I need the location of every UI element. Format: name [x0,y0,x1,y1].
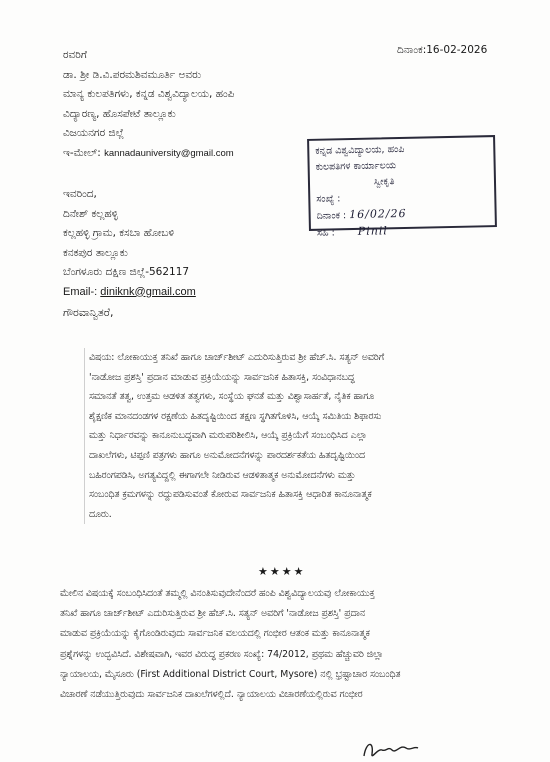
sender-block [63,185,196,302]
sender-email-line [63,283,196,303]
recipient-line: ವಿಜಯನಗರ ಜಿಲ್ಲೆ [63,127,125,139]
body-line: ನ್ಯಾಯಾಲಯ, ಮೈಸೂರು (First Additional District Court, Mysore) ನಲ್ಲಿ ಭ್ರಷ್ಟಾಚಾರ ಸಂಬಂಧಿತ [60,668,401,680]
sender-line: ಕಲ್ಲಹಳ್ಳಿ ಗ್ರಾಮ, ಕಸಬಾ ಹೋಬಳಿ [63,227,175,239]
stamp-line: ಸ್ವೀಕೃತಿ [373,176,395,188]
letter-date: ದಿನಾಂಕ:16-02-2026 [397,44,488,56]
subject-line: ವಿಷಯ: ಲೋಕಾಯುಕ್ತ ತನಿಖೆ ಹಾಗೂ ಚಾರ್ಜ್‌ಶೀಟ್ ಎದುರಿಸುತ್ತಿರುವ ಶ್ರೀ ಹೆಚ್.ಸಿ. ಸತ್ಯನ್ ಅವರಿಗೆ [89,352,385,363]
stamp-date-value: 16/02/26 [349,206,407,222]
stamp-date-label: ದಿನಾಂಕ : [316,210,347,222]
recipient-heading: ರವರಿಗೆ [63,49,87,61]
stamp-sign-row [317,221,495,242]
stamp-number-label: ಸಂಖ್ಯೆ : [316,193,341,205]
body-line: ತನಿಖೆ ಹಾಗೂ ಚಾರ್ಜ್‌ಶೀಟ್ ಎದುರಿಸುತ್ತಿರುವ ಶ್ರೀ ಹೆಚ್.ಸಿ. ಸತ್ಯನ್ ಅವರಿಗೆ 'ನಾಡೋಜ ಪ್ರಶಸ್ತಿ' ಪ್ರದಾನ [60,608,366,620]
recipient-line: ಮಾನ್ಯ ಕುಲಪತಿಗಳು, ಕನ್ನಡ ವಿಶ್ವವಿದ್ಯಾಲಯ, ಹಂಪಿ [63,88,235,100]
stamp-sign-label: ಸಹಿ : [316,227,335,239]
signature-mark [360,736,420,762]
stamp-line: ಕನ್ನಡ ವಿಶ್ವವಿದ್ಯಾಲಯ, ಹಂಪಿ [315,143,405,157]
section-divider-stars: ★★★★ [258,565,306,578]
sender-line: ಬೆಂಗಳೂರು ದಕ್ಷಿಣ ಜಿಲ್ಲೆ-562117 [63,266,190,278]
subject-line: 'ನಾಡೋಜ ಪ್ರಶಸ್ತಿ' ಪ್ರದಾನ ಮಾಡುವ ಪ್ರಕ್ರಿಯೆಯನ್ನು ಸಾರ್ವಜನಿಕ ಹಿತಾಸಕ್ತಿ, ಸಂವಿಧಾನಬದ್ಧ [89,371,355,383]
subject-line: ಸಂಬಂಧಿತ ಕ್ರಮಗಳನ್ನು ರದ್ದುಪಡಿಸುವಂತೆ ಕೋರುವ ಸಾರ್ವಜನಿಕ ಹಿತಾಸಕ್ತಿ ಆಧಾರಿತ ಕಾನೂನಾತ್ಮಕ [89,489,372,501]
subject-line: ಶೈಕ್ಷಣಿಕ ಮಾನದಂಡಗಳ ರಕ್ಷಣೆಯ ಹಿತದೃಷ್ಟಿಯಿಂದ ತಕ್ಷಣ ಸ್ಥಗಿತಗೊಳಿಸಿ, ಆಯ್ಕೆ ಸಮಿತಿಯ ಶಿಫಾರಸು [89,410,382,422]
received-stamp [307,135,497,239]
subject-line: ಮತ್ತು ನಿರ್ಧಾರವನ್ನು ಕಾನೂನುಬದ್ಧವಾಗಿ ಮರುಪರಿಶೀಲಿಸಿ, ಆಯ್ಕೆ ಪ್ರಕ್ರಿಯೆಗೆ ಸಂಬಂಧಿಸಿದ ಎಲ್ಲಾ [89,430,367,442]
stamp-line: ಕುಲಪತಿಗಳ ಕಾರ್ಯಾಲಯ [315,160,397,173]
subject-line: ಬಹಿರಂಗಪಡಿಸಿ, ಅಗತ್ಯವಿದ್ದಲ್ಲಿ ಈಗಾಗಲೇ ನೀಡಿರುವ ಆಡಳಿತಾತ್ಮಕ ಅನುಮೋದನೆಗಳು ಮತ್ತು [89,469,356,481]
recipient-email: kannadauniversity@gmail.com [104,147,234,159]
subject-line: ದಾಖಲೆಗಳು, ಟಿಪ್ಪಣಿ ಪತ್ರಗಳು ಹಾಗೂ ಅನುಮೋದನೆಗಳನ್ನು ಪಾರದರ್ಶಕತೆಯ ಹಿತದೃಷ್ಟಿಯಿಂದ [89,449,366,461]
greeting: ಗೌರವಾನ್ವಿತರೆ, [63,306,114,319]
recipient-email-label: ಇ-ಮೇಲ್: [63,146,101,159]
sender-email-label: Email-: [63,285,98,298]
body-line: ವಿಚಾರಣೆ ನಡೆಯುತ್ತಿರುವುದು ಸಾರ್ವಜನಿಕ ದಾಖಲೆಗಳಲ್ಲಿದೆ. ನ್ಯಾಯಾಲಯ ವಿಚಾರಣೆಯಲ್ಲಿರುವ ಗಂಭೀರ [60,689,363,701]
recipient-block [63,46,234,163]
subject-line: ಸಮಾನತೆ ತತ್ವ, ಉತ್ತಮ ಆಡಳಿತ ತತ್ವಗಳು, ಸಂಸ್ಥೆಯ ಘನತೆ ಮತ್ತು ವಿಶ್ವಾಸಾರ್ಹತೆ, ನೈತಿಕ ಹಾಗೂ [89,391,375,403]
subject-line: ದೂರು. [89,508,112,520]
sender-email-link[interactable]: diniknk@gmail.com [100,285,196,298]
recipient-email-line [63,144,234,164]
body-line: ಮಾಡುವ ಪ್ರಕ್ರಿಯೆಯನ್ನು ಕೈಗೊಂಡಿರುವುದು ಸಾರ್ವಜನಿಕ ವಲಯದಲ್ಲಿ ಗಂಭೀರ ಆತಂಕ ಮತ್ತು ಕಾನೂನಾತ್ಮಕ [60,628,370,640]
sender-line: ದಿನೇಶ್ ಕಲ್ಲಹಳ್ಳಿ [63,207,118,220]
recipient-line: ಡಾ. ಶ್ರೀ ಡಿ.ವಿ.ಪರಮಶಿವಮೂರ್ತಿ ಅವರು [63,68,202,81]
recipient-line: ವಿದ್ಯಾರಣ್ಯ, ಹೊಸಪೇಟೆ ತಾಲ್ಲೂಕು [63,107,176,120]
stamp-sign-value: Pinil [357,224,389,238]
body-paragraph [60,584,512,705]
body-line: ಮೇಲಿನ ವಿಷಯಕ್ಕೆ ಸಂಬಂಧಿಸಿದಂತೆ ತಮ್ಮಲ್ಲಿ ವಿನಂತಿಸುವುದೇನೆಂದರೆ ಹಂಪಿ ವಿಶ್ವವಿದ್ಯಾಲಯವು ಲೋಕಾಯುಕ್ತ [60,588,375,599]
subject-paragraph [84,348,509,524]
sender-heading: ಇವರಿಂದ, [63,188,97,200]
sender-line: ಕನಕಪುರ ತಾಲ್ಲೂಕು [63,246,128,259]
body-line: ಪ್ರಶ್ನೆಗಳನ್ನು ಉದ್ಭವಿಸಿದೆ. ವಿಶೇಷವಾಗಿ, ಇವರ ವಿರುದ್ಧ ಪ್ರಕರಣ ಸಂಖ್ಯೆ: 74/2012, ಪ್ರಥಮ ಹೆಚ್ಚುವರಿ ಜಿಲ್ಲಾ [60,648,384,660]
